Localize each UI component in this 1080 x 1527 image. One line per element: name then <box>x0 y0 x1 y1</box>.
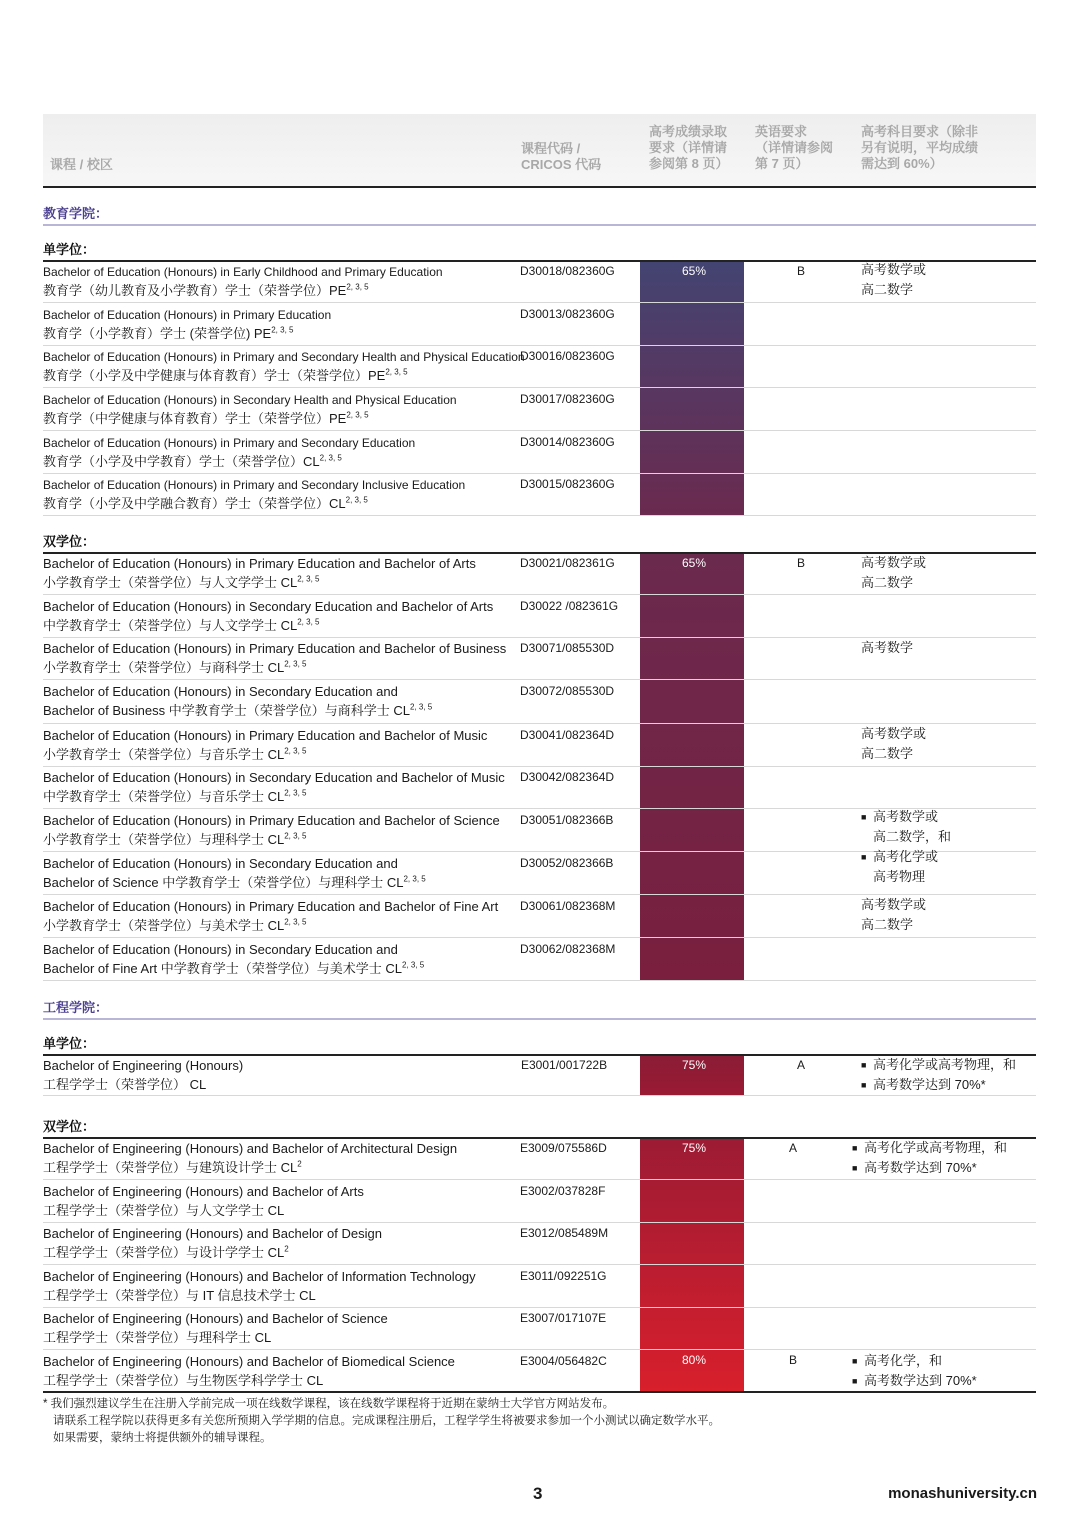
table-header <box>43 114 1036 188</box>
table-row: Bachelor of Education (Honours) in Secondary Education and Bachelor of Arts 中学教育学士（荣誉学位）与人文学学士 CL$^{2, 3, 5}$ D30022 /082361G <box>43 595 1036 638</box>
english-value: B <box>797 556 806 570</box>
score-value: 65% <box>682 556 707 570</box>
subject-requirement: ■ 高考化学或高考物理，和 ■ 高考数学达到 70%* <box>852 1140 1008 1175</box>
header-english: 英语要求 （详情请参阅 第 7 页） <box>755 124 834 171</box>
english-value: B <box>789 1353 798 1367</box>
score-value: 80% <box>682 1353 707 1367</box>
table-row: Bachelor of Education (Honours) in Primary Education and Bachelor of Science 小学教育学士（荣誉学位）与理科学士 CL$^{2, 3, 5}$ D30051/082366B <box>43 809 1036 852</box>
header-code: 课程代码 / CRICOS 代码 <box>521 141 602 172</box>
degree-heading-single: 单学位： <box>43 1033 1036 1056</box>
table-row: Bachelor of Education (Honours) in Secondary Education and Bachelor of Business 中学教育学士（荣誉学位）与商科学士 CL$^{2, 3, 5}$ D30072/085530D <box>43 680 1036 724</box>
table-row: Bachelor of Education (Honours) in Secondary Education and Bachelor of Fine Art 中学教育学士（荣誉学位）与美术学士 CL$^{2, 3, 5}$ D30062/082368M <box>43 938 1036 981</box>
header-course: 课程 / 校区 <box>50 157 113 172</box>
table-row: Bachelor of Education (Honours) in Secondary Education and Bachelor of Science 中学教育学士（荣誉学位）与理科学士 CL$^{2, 3, 5}$ D30052/082366B <box>43 852 1036 895</box>
english-value: B <box>797 264 806 278</box>
english-value: A <box>789 1141 798 1155</box>
table-row: Bachelor of Education (Honours) in Early Childhood and Primary Education 教育学（幼儿教育及小学教育）学士（荣誉学位）PE$^{2, 3, 5}$ D30018/082360G <box>43 260 1036 303</box>
school-heading-education: 教育学院： <box>43 203 1036 226</box>
degree-heading-double: 双学位： <box>43 531 1036 554</box>
table-row: Bachelor of Education (Honours) in Secondary Health and Physical Education 教育学（中学健康与体育教育）学士（荣誉学位）PE$^{2, 3, 5}$ D30017/082360G <box>43 388 1036 431</box>
score-value: 75% <box>682 1141 707 1155</box>
table-row: Bachelor of Education (Honours) in Secondary Education and Bachelor of Music 中学教育学士（荣誉学位）与音乐学士 CL$^{2, 3, 5}$ D30042/082364D <box>43 766 1036 809</box>
subject-requirement: 高考数学或 高二数学 <box>861 726 927 761</box>
subject-requirement: 高考数学 <box>861 640 914 655</box>
table-row: Bachelor of Education (Honours) in Primary Education 教育学（小学教育）学士 (荣誉学位) PE$^{2, 3, 5}$ D30013/082360G <box>43 303 1036 346</box>
table-row: Bachelor of Education (Honours) in Primary Education and Bachelor of Music 小学教育学士（荣誉学位）与音乐学士 CL$^{2, 3, 5}$ D30041/082364D <box>43 724 1036 767</box>
website-link[interactable]: monashuniversity.cn <box>888 1485 1037 1502</box>
table-row: Bachelor of Engineering (Honours) and Bachelor of Biomedical Science 工程学学士（荣誉学位）与生物医学科学学士 CL E3004/056482C <box>43 1350 1036 1393</box>
table-row: Bachelor of Education (Honours) in Primary Education and Bachelor of Arts 小学教育学士（荣誉学位）与人文学学士 CL$^{2, 3, 5}$ D30021/082361G <box>43 552 1036 595</box>
degree-heading-single: 单学位： <box>43 239 1036 262</box>
table-row: Bachelor of Education (Honours) in Primary and Secondary Health and Physical Education 教育学（小学及中学健康与体育教育）学士（荣誉学位）PE$^{2, 3, 5}$ D30016/082360G <box>43 345 1036 388</box>
footnote: * 我们强烈建议学生在注册入学前完成一项在线数学课程，该在线数学课程将于近期在蒙纳士大学官方网站发布。 请联系工程学院以获得更多有关您所预期入学学期的信息。完成课程注册后，工程学学生将被要求参加一个小测试以确定数学水平。 如果需要，蒙纳士将提供额外的辅导课程。 <box>43 1398 720 1444</box>
table-row: Bachelor of Engineering (Honours) and Bachelor of Science 工程学学士（荣誉学位）与理科学士 CL E3007/017107E <box>43 1307 1036 1350</box>
degree-heading-double: 双学位： <box>43 1116 1036 1139</box>
subject-requirement: 高考数学或 高二数学 <box>861 555 927 590</box>
table-row: Bachelor of Engineering (Honours) and Bachelor of Information Technology 工程学学士（荣誉学位）与 IT 信息技术学士 CL E3011/092251G <box>43 1265 1036 1308</box>
table-row: Bachelor of Education (Honours) in Primary and Secondary Education 教育学（小学及中学教育）学士（荣誉学位）CL$^{2, 3, 5}$ D30014/082360G <box>43 431 1036 474</box>
subject-requirement: 高考数学或 高二数学 <box>861 262 927 297</box>
subject-requirement: ■ 高考化学或高考物理，和 ■ 高考数学达到 70%* <box>861 1057 1017 1092</box>
header-subject: 高考科目要求（除非 另有说明，平均成绩 需达到 60%） <box>861 124 979 171</box>
school-heading-engineering: 工程学院： <box>43 997 1036 1020</box>
table-row: Bachelor of Education (Honours) in Primary Education and Bachelor of Business 小学教育学士（荣誉学位）与商科学士 CL$^{2, 3, 5}$ D30071/085530D <box>43 637 1036 680</box>
subject-requirement: ■ 高考数学或 高二数学，和 ■ 高考化学或 高考物理 <box>861 809 952 884</box>
table-row: Bachelor of Engineering (Honours) and Bachelor of Arts 工程学学士（荣誉学位）与人文学学士 CL E3002/037828F <box>43 1180 1036 1223</box>
subject-requirement: ■ 高考化学，和 ■ 高考数学达到 70%* <box>852 1353 977 1388</box>
header-score: 高考成绩录取 要求（详情请 参阅第 8 页） <box>649 124 729 171</box>
page-number: 3 <box>533 1484 543 1503</box>
table-row: Bachelor of Education (Honours) in Primary Education and Bachelor of Fine Art 小学教育学士（荣誉学位）与美术学士 CL$^{2, 3, 5}$ D30061/082368M <box>43 895 1036 938</box>
score-value: 75% <box>682 1058 707 1072</box>
table-row: Bachelor of Engineering (Honours) and Bachelor of Design 工程学学士（荣誉学位）与设计学学士 $CL^2$ E3012/085489M <box>43 1222 1036 1265</box>
score-value: 65% <box>682 264 707 278</box>
table-row: Bachelor of Engineering (Honours) and Bachelor of Architectural Design 工程学学士（荣誉学位）与建筑设计学士 $CL^2$ E3009/075586D <box>43 1137 1036 1180</box>
table-row: Bachelor of Education (Honours) in Primary and Secondary Inclusive Education 教育学（小学及中学融合教育）学士（荣誉学位）CL$^{2, 3, 5}$ D30015/082360G <box>43 473 1036 516</box>
subject-requirement: 高考数学或 高二数学 <box>861 897 927 932</box>
english-value: A <box>797 1058 806 1072</box>
table-row: Bachelor of Engineering (Honours) 工程学学士（荣誉学位） CL E3001/001722B <box>43 1054 1036 1096</box>
